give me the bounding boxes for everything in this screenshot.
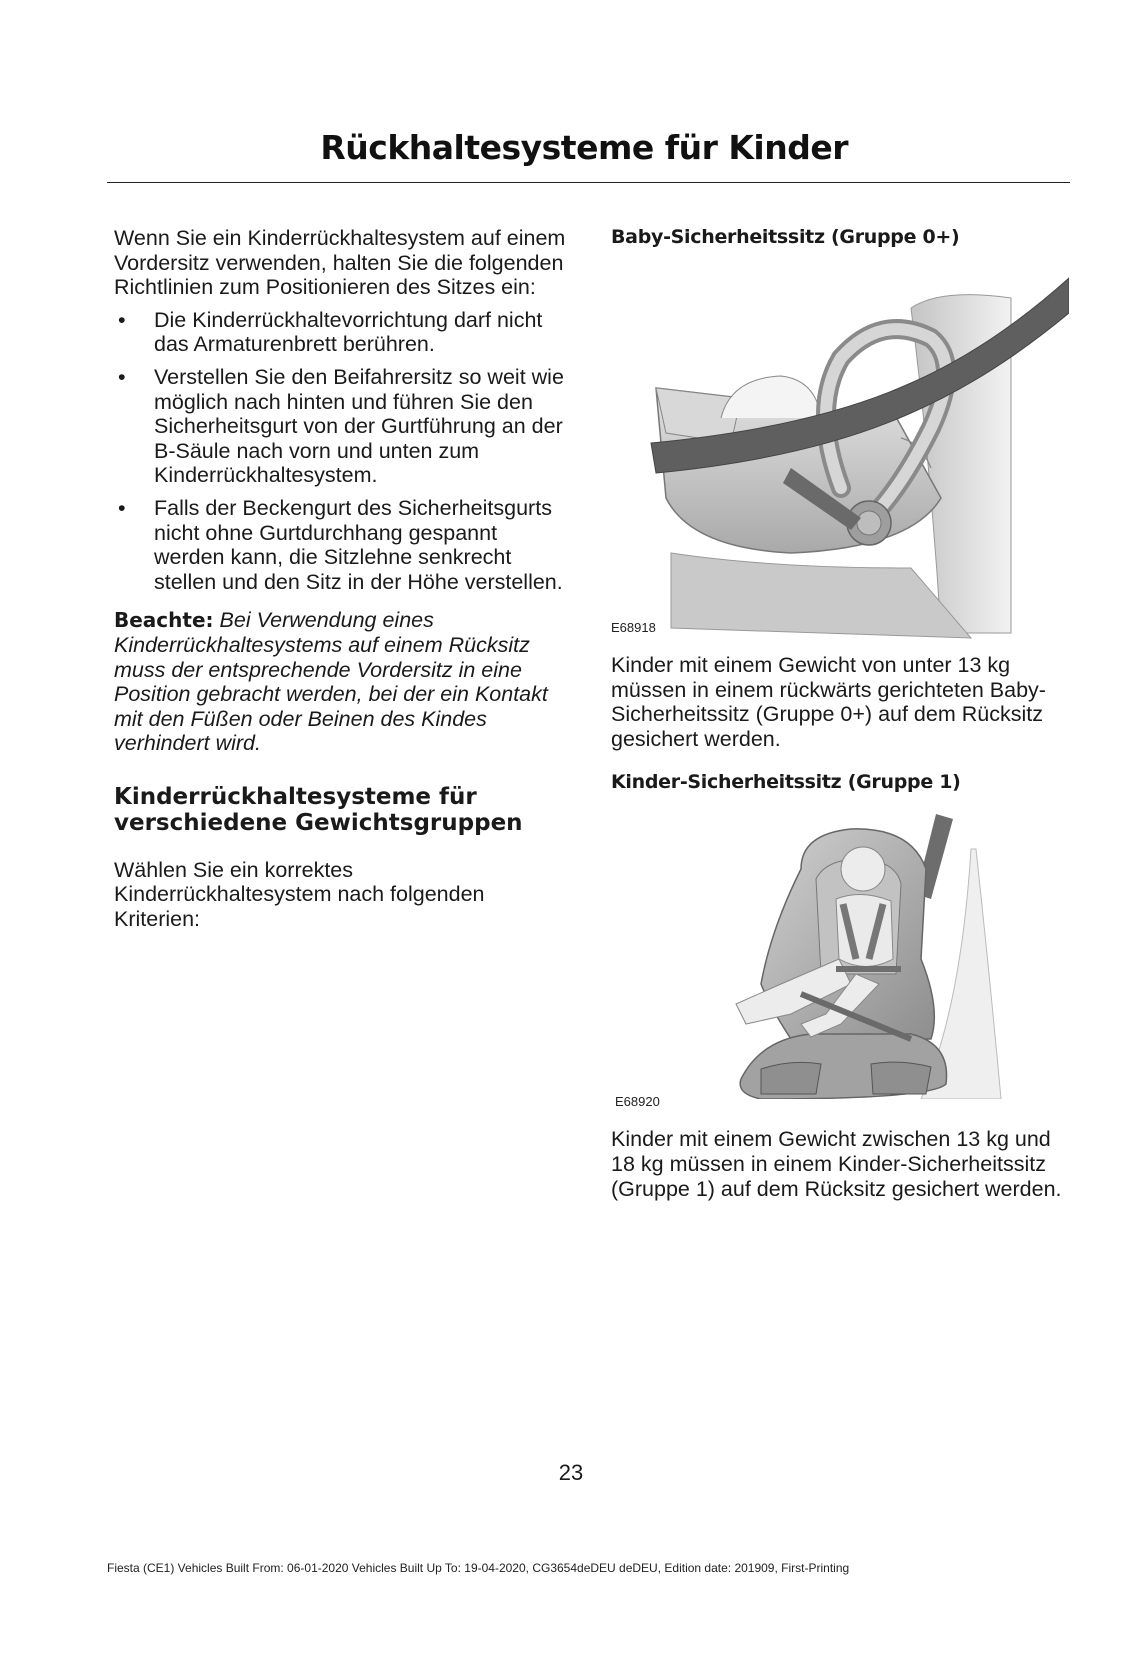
list-item: • Verstellen Sie den Beifahrersitz so weit wie möglich nach hinten und führen Sie den Sicherheitsgurt von der Gurtführung an der B-Säule nach vorn und unten zum Kinderrückhaltesystem. [118,364,564,488]
right-column [611,226,1069,1201]
left-column [114,226,572,932]
child-seat-heading: Kinder-Sicherheitssitz (Gruppe 1) [611,771,961,794]
child-seat-text: Kinder mit einem Gewicht zwischen 13 kg und 18 kg müssen in einem Kinder-Sicherheitssitz (Gruppe 1) auf dem Rücksitz gesichert werden. [611,1127,1062,1201]
page-number: 23 [558,1460,584,1485]
intro-paragraph: Wenn Sie ein Kinderrückhaltesystem auf einem Vordersitz verwenden, halten Sie die folgenden Richtlinien zum Positionieren des Sitzes ein: [114,226,566,300]
list-item: • Die Kinderrückhaltevorrichtung darf nicht das Armaturenbrett berühren. [118,307,543,357]
list-item: • Falls der Beckengurt des Sicherheitsgurts nicht ohne Gurtdurchhang gespannt werden kann, die Sitzlehne senkrecht stellen und den Sitz in der Höhe verstellen. [118,495,563,594]
baby-seat-heading: Baby-Sicherheitssitz (Gruppe 0+) [611,226,960,248]
baby-seat-illustration [611,268,1069,643]
figure-code: E68918 [611,620,656,635]
bullet-icon: • [118,364,126,389]
bullet-icon: • [118,307,126,332]
child-seat-figure [611,809,1069,1109]
note-text: Bei Verwendung eines Kinderrückhaltesystems auf einem Rücksitz muss der entsprechende Vordersitz in eine Position gebracht werden, bei der ein Kontakt mit den Füßen oder Beinen des Kindes verhindert wird. [114,608,548,756]
guideline-list [114,308,572,595]
note-label: Beachte: [114,608,214,633]
footer-text: Fiesta (CE1) Vehicles Built From: 06-01-2020 Vehicles Built Up To: 19-04-2020, CG3654deDEU deDEU, Edition date: 201909, First-Printing [107,1561,850,1575]
title-divider [107,182,1070,183]
bullet-icon: • [118,495,126,520]
section-heading: Kinderrückhaltesysteme für verschiedene Gewichtsgruppen [114,783,523,836]
child-seat-illustration [611,809,1069,1099]
page-title: Rückhaltesysteme für Kinder [320,128,848,167]
section-paragraph: Wählen Sie ein korrektes Kinderrückhaltesystem nach folgenden Kriterien: [114,857,485,932]
note-paragraph [114,608,572,756]
figure-code: E68920 [615,1094,660,1110]
baby-seat-text: Kinder mit einem Gewicht von unter 13 kg müssen in einem rückwärts gerichteten Baby-Sicherheitssitz (Gruppe 0+) auf dem Rücksitz gesichert werden. [611,653,1046,751]
baby-seat-figure [611,268,1069,643]
